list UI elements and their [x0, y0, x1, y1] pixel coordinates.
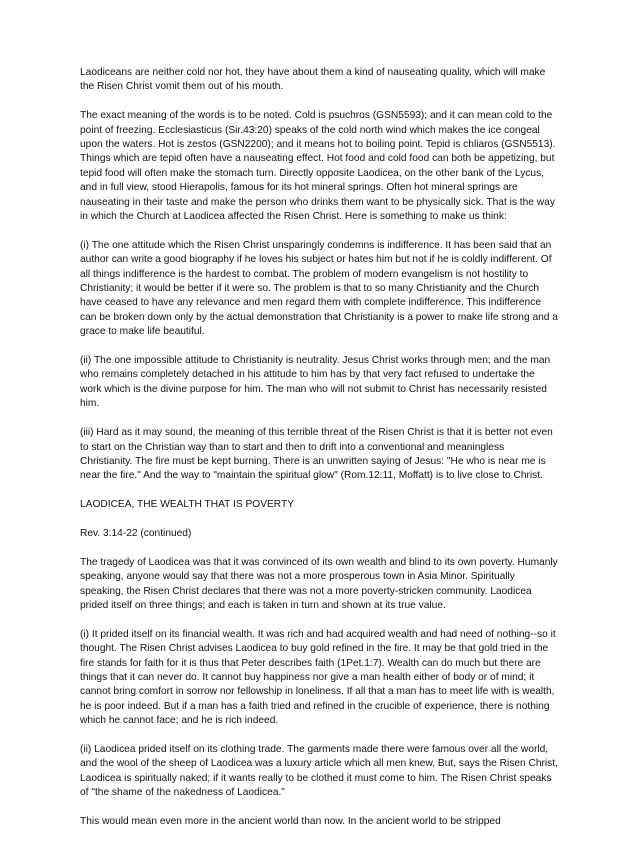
- paragraph-tragedy-of-laodicea: The tragedy of Laodicea was that it was convinced of its own wealth and blind to its own poverty. Humanly speaking, anyone would say that there was not a more prosperous town in Asia Minor. Spiritually speaking, the Risen Christ declares that there was not a more poverty-stricken community. Laodicea prided itself on three things; and each is taken in turn and shown at its true value.: [80, 556, 558, 611]
- paragraph-meaning-of-words: The exact meaning of the words is to be noted. Cold is psuchros (GSN5593); and it can mean cold to the point of freezing. Ecclesiasticus (Sir.43:20) speaks of the cold north wind which makes the ice congeal upon the waters. Hot is zestos (GSN2200); and it means hot to boiling point. Tepid is chliaros (GSN5513). Things which are tepid often have a nauseating effect. Hot food and cold food can both be appetizing, but tepid food will often make the stomach turn. Directly opposite Laodicea, on the other bank of the Lycus, and in full view, stood Hierapolis, famous for its hot mineral springs. Often hot mineral springs are nauseating in their taste and make the person who drinks them want to be physically sick. That is the way in which the Church at Laodicea affected the Risen Christ. Here is something to make us think:: [80, 110, 556, 223]
- section-heading: LAODICEA, THE WEALTH THAT IS POVERTY: [80, 499, 294, 511]
- paragraph-ancient-world: This would mean even more in the ancient world than now. In the ancient world to be stripped: [80, 815, 501, 827]
- paragraph-clothing-trade: (ii) Laodicea prided itself on its clothing trade. The garments made there were famous over all the world, and the wool of the sheep of Laodicea was a luxury article which all men knew, But, says the Risen Christ, Laodicea is spiritually naked; if it wants really to be clothed it must come to him. The Risen Christ speaks of "the shame of the nakedness of Laodicea.": [80, 743, 558, 799]
- scripture-reference: Rev. 3:14-22 (continued): [80, 527, 192, 539]
- paragraph-laodiceans-lukewarm: Laodiceans are neither cold nor hot, they have about them a kind of nauseating quality, which will make the Risen Christ vomit them out of his mouth.: [80, 67, 546, 93]
- paragraph-point-drift: (iii) Hard as it may sound, the meaning of this terrible threat of the Risen Christ is that it is better not even to start on the Christian way than to start and then to drift into a conventional and meaningless Christianity. The fire must be kept burning. There is an unwritten saying of Jesus: "He who is near me is near the fire." And the way to "maintain the spiritual glow" (Rom.12:11, Moffatt) is to live close to Christ.: [80, 427, 553, 482]
- paragraph-point-indifference: (i) The one attitude which the Risen Christ unsparingly condemns is indifference. It has been said that an author can write a good biography if he loves his subject or hates him but not if he is coldly indifferent. Of all things indifference is the hardest to combat. The problem of modern evangelism is not hostility to Christianity; it would be better if it were so. The problem is that to so many Christianity and the Church have ceased to have any relevance and men regard them with complete indifference. This indifference can be broken down only by the actual demonstration that Christianity is a power to make life strong and a grace to make life beautiful.: [80, 239, 558, 338]
- paragraph-point-neutrality: (ii) The one impossible attitude to Christianity is neutrality. Jesus Christ works through men; and the man who remains completely detached in his attitude to him has by that very fact refused to undertake the work which is the divine purpose for him. The man who will not submit to Christ has necessarily resisted him.: [80, 355, 551, 410]
- paragraph-financial-wealth: (i) It prided itself on its financial wealth. It was rich and had acquired wealth and had need of nothing--so it thought. The Risen Christ advises Laodicea to buy gold refined in the fire. It may be that gold tried in the fire stands for faith for it is thus that Peter describes faith (1Pet.1:7). Wealth can do much but there are things that it can never do. It cannot buy happiness nor give a man health either of body or of mind; it cannot bring comfort in sorrow nor fellowship in loneliness. If all that a man has to meet life with is wealth, he is poor indeed. But if a man has a faith tried and refined in the crucible of experience, there is nothing which he cannot face; and he is rich indeed.: [80, 628, 556, 727]
- document-page: [80, 66, 558, 844]
